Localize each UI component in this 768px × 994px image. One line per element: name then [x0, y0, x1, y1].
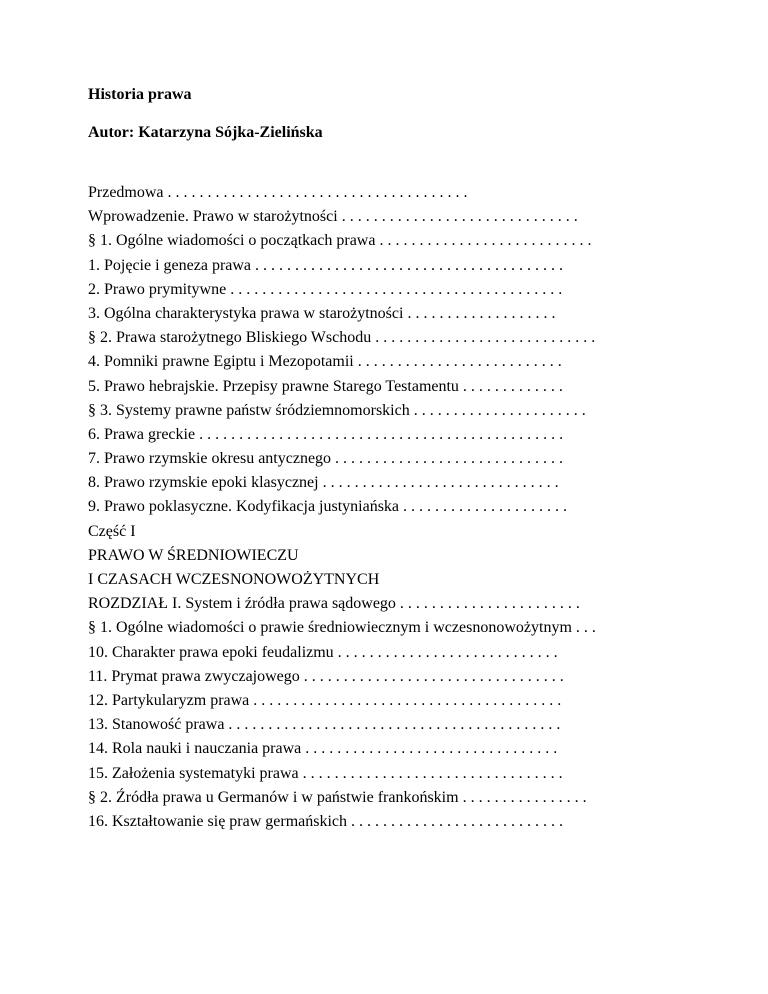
- toc-entry: 13. Stanowość prawa . . . . . . . . . . . . . . . . . . . . . . . . . . . . . . . . . . . . . . . . . .: [88, 716, 561, 734]
- toc-part-title: PRAWO W ŚREDNIOWIECZU: [88, 546, 299, 564]
- toc-entry: 15. Założenia systematyki prawa . . . . . . . . . . . . . . . . . . . . . . . . . . . . . . . . .: [88, 764, 563, 782]
- toc-entry: 6. Prawa greckie . . . . . . . . . . . . . . . . . . . . . . . . . . . . . . . . . . . . . . . . . . . . . .: [88, 425, 564, 443]
- toc-entry: 1. Pojęcie i geneza prawa . . . . . . . . . . . . . . . . . . . . . . . . . . . . . . . . . . . . . . .: [88, 256, 564, 274]
- toc-entry: 8. Prawo rzymskie epoki klasycznej . . . . . . . . . . . . . . . . . . . . . . . . . . . . . .: [88, 474, 559, 492]
- toc-part-title: I CZASACH WCZESNONOWOŻYTNYCH: [88, 571, 380, 588]
- toc-entry: ROZDZIAŁ I. System i źródła prawa sądowego . . . . . . . . . . . . . . . . . . . . . . .: [88, 595, 580, 613]
- toc-entry: 9. Prawo poklasyczne. Kodyfikacja justyniańska . . . . . . . . . . . . . . . . . . . . .: [88, 498, 568, 516]
- table-of-contents: [88, 181, 596, 834]
- toc-entry: § 2. Prawa starożytnego Bliskiego Wschodu . . . . . . . . . . . . . . . . . . . . . . . . . . . .: [88, 329, 596, 347]
- toc-entry: 5. Prawo hebrajskie. Przepisy prawne Starego Testamentu . . . . . . . . . . . . .: [88, 377, 563, 395]
- toc-entry: Przedmowa . . . . . . . . . . . . . . . . . . . . . . . . . . . . . . . . . . . . . .: [88, 184, 468, 201]
- toc-entry: 10. Charakter prawa epoki feudalizmu . . . . . . . . . . . . . . . . . . . . . . . . . . . .: [88, 643, 558, 661]
- toc-entry: 2. Prawo prymitywne . . . . . . . . . . . . . . . . . . . . . . . . . . . . . . . . . . . . . . . . . .: [88, 280, 563, 298]
- toc-entry: 3. Ogólna charakterystyka prawa w starożytności . . . . . . . . . . . . . . . . . . .: [88, 304, 556, 322]
- toc-entry: 14. Rola nauki i nauczania prawa . . . . . . . . . . . . . . . . . . . . . . . . . . . . . . . .: [88, 740, 558, 758]
- toc-entry: § 1. Ogólne wiadomości o początkach prawa . . . . . . . . . . . . . . . . . . . . . . . . . . .: [88, 232, 592, 250]
- document-author: Autor: Katarzyna Sójka-Zielińska: [88, 124, 323, 141]
- toc-entry: Wprowadzenie. Prawo w starożytności . . . . . . . . . . . . . . . . . . . . . . . . . . . . . .: [88, 208, 578, 226]
- toc-entry: 16. Kształtowanie się praw germańskich . . . . . . . . . . . . . . . . . . . . . . . . . . .: [88, 812, 564, 830]
- document-title: Historia prawa: [88, 86, 192, 103]
- toc-entry: 4. Pomniki prawne Egiptu i Mezopotamii . . . . . . . . . . . . . . . . . . . . . . . . . .: [88, 353, 562, 371]
- toc-entry: 11. Prymat prawa zwyczajowego . . . . . . . . . . . . . . . . . . . . . . . . . . . . . . . . .: [88, 667, 564, 685]
- toc-entry: § 3. Systemy prawne państw śródziemnomorskich . . . . . . . . . . . . . . . . . . . . . .: [88, 401, 586, 419]
- toc-entry: 7. Prawo rzymskie okresu antycznego . . . . . . . . . . . . . . . . . . . . . . . . . . . . .: [88, 450, 564, 468]
- toc-entry: § 1. Ogólne wiadomości o prawie średniowiecznym i wczesnonowożytnym . . .: [88, 619, 596, 637]
- toc-part-label: Część I: [88, 522, 136, 540]
- toc-entry: 12. Partykularyzm prawa . . . . . . . . . . . . . . . . . . . . . . . . . . . . . . . . . . . . . . .: [88, 691, 562, 709]
- toc-entry: § 2. Źródła prawa u Germanów i w państwie frankońskim . . . . . . . . . . . . . . . .: [88, 788, 587, 806]
